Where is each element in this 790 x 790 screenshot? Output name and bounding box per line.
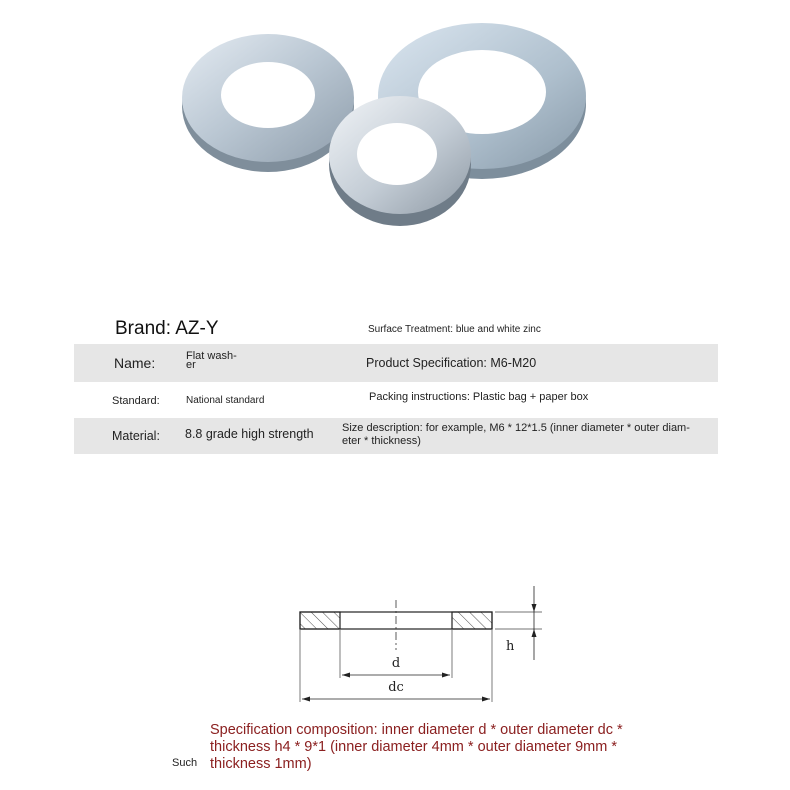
- washer-diagram: [290, 580, 550, 710]
- size-description-line1: Size description: for example, M6 * 12*1.5 (inner diameter * outer diam-: [342, 422, 690, 434]
- size-description-line2: eter * thickness): [342, 435, 421, 447]
- name-value-line2: er: [186, 359, 196, 371]
- surface-treatment: Surface Treatment: blue and white zinc: [368, 324, 541, 335]
- dimension-dc: [302, 697, 490, 702]
- packing-instructions: Packing instructions: Plastic bag + paper box: [369, 391, 589, 403]
- spec-line-3: thickness 1mm): [210, 756, 312, 772]
- name-label: Name:: [114, 355, 156, 371]
- product-spec: Product Specification: M6-M20: [366, 356, 537, 370]
- washer-left-icon: [182, 34, 354, 172]
- spec-row-standard: [74, 382, 718, 418]
- spec-row-name: [74, 344, 718, 382]
- size-description: [342, 422, 718, 448]
- standard-value: National standard: [186, 395, 265, 406]
- name-value: [186, 352, 237, 370]
- spec-row-material: [74, 418, 718, 454]
- d-label: d: [391, 656, 401, 671]
- material-label: Material:: [112, 429, 160, 443]
- standard-label: Standard:: [112, 395, 160, 407]
- name-value-line1: Flat wash-: [186, 350, 237, 362]
- spec-line-1: Specification composition: inner diameter d * outer diameter dc *: [210, 722, 623, 738]
- dc-label: dc: [388, 680, 404, 695]
- such-label: Such: [172, 757, 198, 769]
- specification-composition: [210, 722, 710, 773]
- washer-section: [300, 600, 492, 650]
- dimension-h: [532, 586, 537, 660]
- product-photo: [150, 0, 610, 240]
- dimension-d: [342, 673, 450, 678]
- h-label: h: [506, 639, 515, 654]
- spec-line-2: thickness h4 * 9*1 (inner diameter 4mm * outer diameter 9mm *: [210, 739, 617, 755]
- washer-front-icon: [329, 96, 471, 226]
- material-value: 8.8 grade high strength: [185, 427, 314, 441]
- brand-label: Brand: AZ-Y: [115, 318, 219, 339]
